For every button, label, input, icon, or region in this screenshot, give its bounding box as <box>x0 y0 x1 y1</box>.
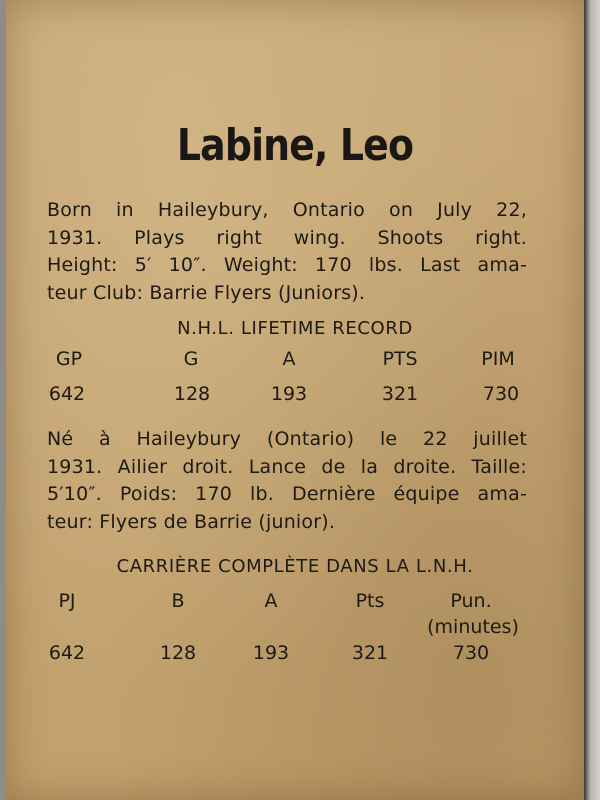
stat-value-a-fr: 193 <box>252 642 290 664</box>
stat-value-pun: 730 <box>452 642 490 664</box>
hockey-card-back <box>6 0 584 800</box>
stat-header-pim: PIM <box>481 348 515 370</box>
french-bio-line: Né à Haileybury (Ontario) le 22 juillet <box>47 428 527 450</box>
stat-header-gp: GP <box>55 348 83 370</box>
english-bio-line: teur Club: Barrie Flyers (Juniors). <box>47 281 366 304</box>
french-record-title: CARRIÈRE COMPLÈTE DANS LA L.N.H. <box>116 556 474 577</box>
stat-header-pts-fr: Pts <box>355 590 385 612</box>
french-bio-line: 5′10″. Poids: 170 lb. Dernière équipe ama- <box>47 483 527 505</box>
stat-header-pts: PTS <box>382 348 418 370</box>
stat-value-pj: 642 <box>48 642 86 664</box>
english-bio <box>47 197 527 307</box>
english-bio-line: 1931. Plays right wing. Shoots right. <box>47 226 527 249</box>
stat-value-a: 193 <box>270 383 308 405</box>
french-bio <box>47 426 527 536</box>
french-stats-table <box>6 590 584 670</box>
player-name: Labine, Leo <box>176 120 414 171</box>
stat-header-pj: PJ <box>58 590 76 612</box>
stat-value-g: 128 <box>173 383 211 405</box>
stat-header-b: B <box>171 590 185 612</box>
stat-header-pun: Pun. <box>450 590 492 612</box>
english-bio-line: Born in Haileybury, Ontario on July 22, <box>47 199 527 221</box>
stat-header-pun-sub: (minutes) <box>427 616 519 638</box>
stat-value-pim: 730 <box>482 383 520 405</box>
stat-header-g: G <box>183 348 199 370</box>
stat-value-pts-fr: 321 <box>351 642 389 664</box>
french-bio-line: 1931. Ailier droit. Lance de la droite. Taille: <box>47 455 527 478</box>
stat-header-a-fr: A <box>264 590 278 612</box>
french-bio-line: teur: Flyers de Barrie (junior). <box>47 510 336 533</box>
english-bio-line: Height: 5′ 10″. Weight: 170 lbs. Last ama- <box>47 254 527 276</box>
stat-value-gp: 642 <box>48 383 86 405</box>
background-surface <box>584 0 600 800</box>
english-record-title: N.H.L. LIFETIME RECORD <box>177 318 413 339</box>
stat-header-a: A <box>282 348 296 370</box>
stat-value-b: 128 <box>159 642 197 664</box>
stat-value-pts: 321 <box>381 383 419 405</box>
english-stats-table <box>6 348 584 408</box>
